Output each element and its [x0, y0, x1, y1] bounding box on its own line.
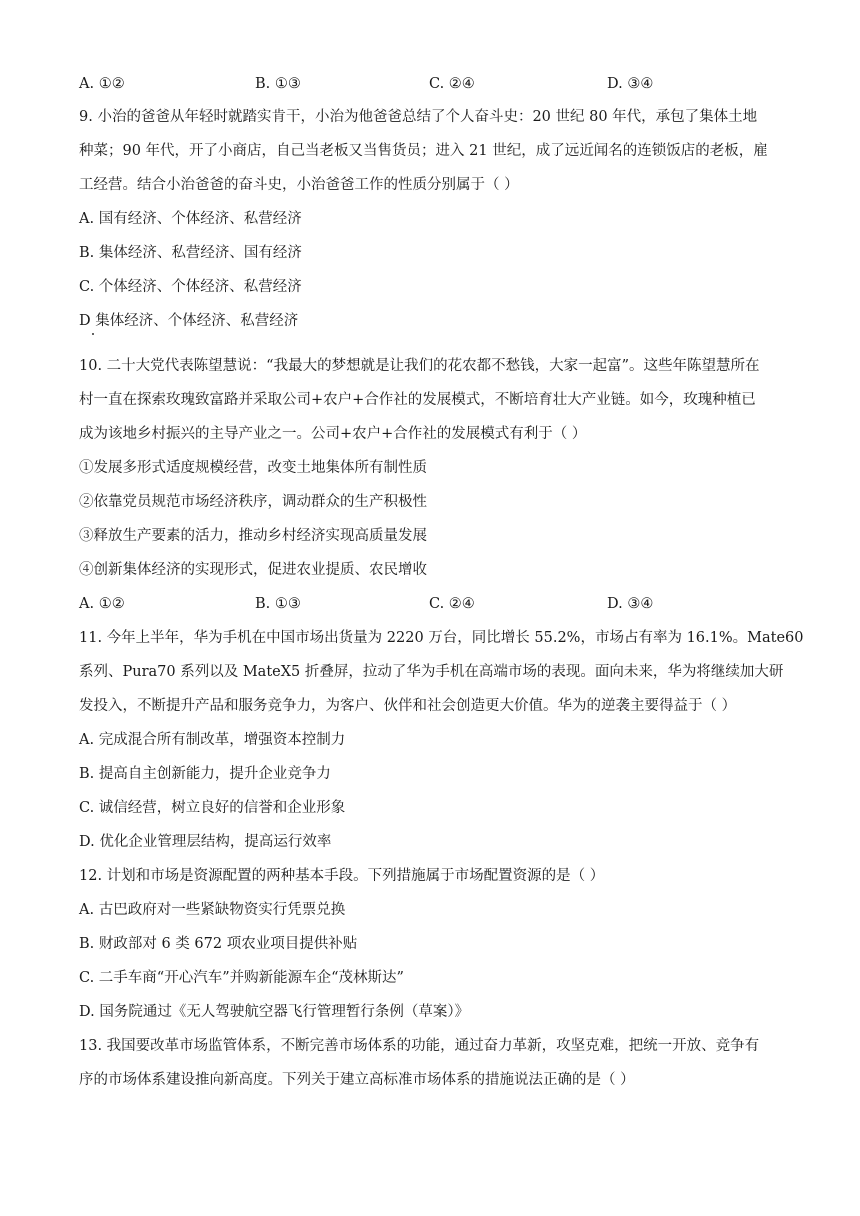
- stray-dot-mark: [92, 333, 94, 335]
- q9-option-a: A. 国有经济、个体经济、私营经济: [79, 211, 302, 227]
- q10-stem-line-2: 村一直在探索玫瑰致富路并采取公司+农户+合作社的发展模式，不断培育壮大产业链。如今，玫瑰种植已: [79, 392, 756, 408]
- q10-options: [79, 594, 779, 614]
- q12-option-a: A. 古巴政府对一些紧缺物资实行凭票兑换: [79, 902, 346, 918]
- q12-option-d: D. 国务院通过《无人驾驶航空器飞行管理暂行条例（草案）》: [79, 1004, 470, 1020]
- q8-option-d: D. ③④: [607, 76, 654, 92]
- q12-option-c: C. 二手车商“开心汽车”并购新能源车企“茂林斯达”: [79, 970, 404, 986]
- q9-option-c: C. 个体经济、个体经济、私营经济: [79, 279, 302, 295]
- q10-stem-line-1: 10. 二十大党代表陈望慧说：“我最大的梦想就是让我们的花农都不愁钱，大家一起富”。这些年陈望慧所在: [79, 358, 760, 374]
- q12-stem-line-1: 12. 计划和市场是资源配置的两种基本手段。下列措施属于市场配置资源的是（ ）: [79, 868, 605, 884]
- q13-stem-line-2: 序的市场体系建设推向新高度。下列关于建立高标准市场体系的措施说法正确的是（ ）: [79, 1072, 635, 1088]
- q9-stem-line-1: 9. 小治的爸爸从年轻时就踏实肯干，小治为他爸爸总结了个人奋斗史：20 世纪 80 年代，承包了集体土地: [79, 109, 758, 125]
- q11-option-d: D. 优化企业管理层结构，提高运行效率: [79, 834, 332, 850]
- q13-stem-line-1: 13. 我国要改革市场监管体系，不断完善市场体系的功能，通过奋力革新，攻坚克难，把统一开放、竞争有: [79, 1038, 760, 1054]
- q10-option-a: A. ①②: [79, 596, 125, 612]
- q8-option-b: B. ①③: [255, 76, 301, 92]
- q10-statement-2: ②依靠党员规范市场经济秩序，调动群众的生产积极性: [79, 494, 427, 510]
- q8-option-c: C. ②④: [429, 76, 475, 92]
- q11-stem-line-2: 系列、Pura70 系列以及 MateX5 折叠屏，拉动了华为手机在高端市场的表现。面向未来，华为将继续加大研: [79, 664, 784, 680]
- q11-stem-line-1: 11. 今年上半年，华为手机在中国市场出货量为 2220 万台，同比增长 55.2%，市场占有率为 16.1%。Mate60: [79, 630, 804, 646]
- q9-option-b: B. 集体经济、私营经济、国有经济: [79, 245, 302, 261]
- q10-stem-line-3: 成为该地乡村振兴的主导产业之一。公司+农户+合作社的发展模式有利于（ ）: [79, 426, 587, 442]
- q10-statement-3: ③释放生产要素的活力，推动乡村经济实现高质量发展: [79, 528, 427, 544]
- q10-statement-4: ④创新集体经济的实现形式，促进农业提质、农民增收: [79, 562, 427, 578]
- q9-option-d: D 集体经济、个体经济、私营经济: [79, 313, 299, 329]
- q10-option-b: B. ①③: [255, 596, 301, 612]
- q9-stem-line-3: 工经营。结合小治爸爸的奋斗史，小治爸爸工作的性质分别属于（ ）: [79, 177, 519, 193]
- q8-options: [79, 74, 779, 94]
- q11-stem-line-3: 发投入，不断提升产品和服务竞争力，为客户、伙伴和社会创造更大价值。华为的逆袭主要得益于（ ）: [79, 698, 737, 714]
- q11-option-b: B. 提高自主创新能力，提升企业竞争力: [79, 766, 331, 782]
- q11-option-a: A. 完成混合所有制改革，增强资本控制力: [79, 732, 346, 748]
- q10-option-d: D. ③④: [607, 596, 654, 612]
- q12-option-b: B. 财政部对 6 类 672 项农业项目提供补贴: [79, 936, 358, 952]
- q10-option-c: C. ②④: [429, 596, 475, 612]
- q11-option-c: C. 诚信经营，树立良好的信誉和企业形象: [79, 800, 346, 816]
- q10-statement-1: ①发展多形式适度规模经营，改变土地集体所有制性质: [79, 460, 427, 476]
- q9-stem-line-2: 种菜；90 年代，开了小商店，自己当老板又当售货员；进入 21 世纪，成了远近闻名的连锁饭店的老板，雇: [79, 143, 768, 159]
- q8-option-a: A. ①②: [79, 76, 125, 92]
